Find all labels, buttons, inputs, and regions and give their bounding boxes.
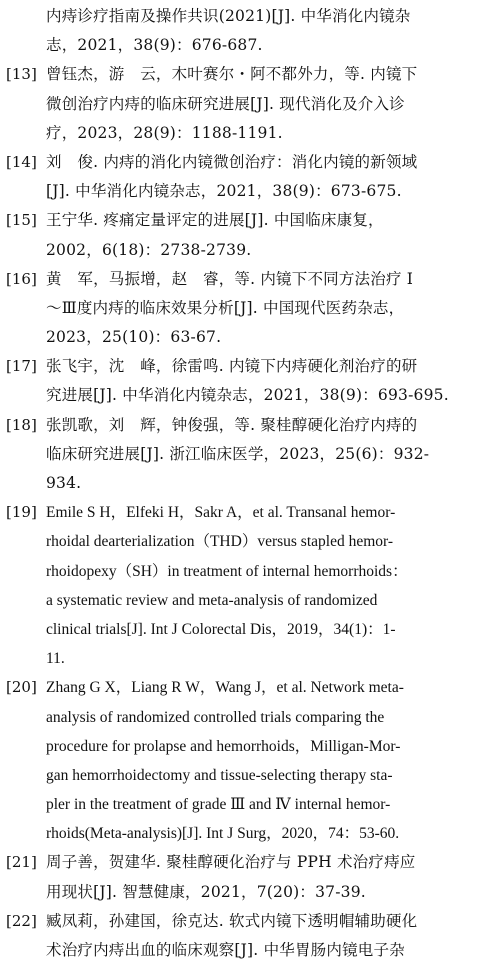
reference-line: [13] 曾钰杰，游 云，木叶赛尔・阿不都外力，等. 内镜下 bbox=[6, 60, 477, 89]
reference-line: ～Ⅲ度内痔的临床效果分析[J]. 中国现代医药杂志， bbox=[46, 298, 405, 317]
reference-number: [16] bbox=[6, 269, 37, 288]
reference-line: gan hemorrhoidectomy and tissue-selecting therapy sta- bbox=[46, 766, 393, 784]
reference-line: 用现状[J]. 智慧健康，2021，7(20)：37-39. bbox=[46, 882, 366, 901]
reference-entry-20 bbox=[6, 673, 477, 848]
reference-line: 究进展[J]. 中华消化内镜杂志，2021，38(9)：693-695. bbox=[46, 386, 449, 405]
reference-line: [14] 刘 俊. 内痔的消化内镜微创治疗：消化内镜的新领域 bbox=[6, 148, 477, 177]
reference-number: [22] bbox=[6, 911, 37, 930]
reference-number: [17] bbox=[6, 357, 37, 376]
reference-number: [21] bbox=[6, 853, 37, 872]
reference-line: clinical trials[J]. Int J Colorectal Dis，2019，34(1)：1- bbox=[46, 620, 396, 638]
reference-line: [22] 臧凤莉，孙建国，徐克达. 软式内镜下透明帽辅助硬化 bbox=[6, 907, 477, 936]
reference-entry-16 bbox=[6, 265, 477, 353]
reference-line: 934. bbox=[46, 474, 82, 492]
reference-entry-21 bbox=[6, 848, 477, 906]
reference-line: 11. bbox=[46, 650, 65, 668]
reference-entry-14 bbox=[6, 148, 477, 206]
reference-line: [18] 张凯歌，刘 辉，钟俊强，等. 聚桂醇硬化治疗内痔的 bbox=[6, 411, 477, 440]
reference-line: [19] Emile S H，Elfeki H，Sakr A，et al. Transanal hemor- bbox=[6, 498, 477, 527]
reference-line: 疗，2023，28(9)：1188-1191. bbox=[46, 123, 283, 142]
reference-line: 2002，6(18)：2738-2739. bbox=[46, 240, 252, 259]
reference-entry-12-continued bbox=[6, 2, 477, 60]
reference-line: [15] 王宁华. 疼痛定量评定的进展[J]. 中国临床康复， bbox=[6, 206, 477, 235]
reference-line: rhoids(Meta-analysis)[J]. Int J Surg，2020，74：53-60. bbox=[46, 825, 400, 843]
reference-line: rhoidal dearterialization（THD）versus stapled hemor- bbox=[46, 533, 394, 551]
reference-number: [14] bbox=[6, 152, 37, 171]
reference-line: pler in the treatment of grade Ⅲ and Ⅳ internal hemor- bbox=[46, 796, 391, 814]
reference-line: [16] 黄 军，马振增，赵 睿，等. 内镜下不同方法治疗 Ⅰ bbox=[6, 265, 477, 294]
reference-number: [19] bbox=[6, 503, 37, 522]
reference-line: [J]. 中华消化内镜杂志，2021，38(9)：673-675. bbox=[46, 182, 402, 201]
reference-line: 微创治疗内痔的临床研究进展[J]. 现代消化及介入诊 bbox=[46, 94, 405, 113]
reference-number: [18] bbox=[6, 415, 37, 434]
reference-entry-18 bbox=[6, 411, 477, 499]
reference-entry-17 bbox=[6, 352, 477, 410]
reference-entry-15 bbox=[6, 206, 477, 264]
reference-line: [17] 张飞宇，沈 峰，徐雷鸣. 内镜下内痔硬化剂治疗的研 bbox=[6, 352, 477, 381]
reference-line: 内痔诊疗指南及操作共识(2021)[J]. 中华消化内镜杂 bbox=[46, 7, 411, 25]
reference-number: [15] bbox=[6, 211, 37, 230]
reference-line: analysis of randomized controlled trials comparing the bbox=[46, 708, 385, 726]
reference-line: rhoidopexy（SH）in treatment of internal hemorrhoids： bbox=[46, 562, 408, 580]
reference-line: 临床研究进展[J]. 浙江临床医学，2023，25(6)：932- bbox=[46, 444, 430, 463]
reference-line: [21] 周子善，贺建华. 聚桂醇硬化治疗与 PPH 术治疗痔应 bbox=[6, 848, 477, 877]
reference-entry-19 bbox=[6, 498, 477, 673]
reference-line: 志，2021，38(9)：676-687. bbox=[46, 36, 263, 55]
reference-line: 术治疗内痔出血的临床观察[J]. 中华胃肠内镜电子杂 bbox=[46, 941, 405, 959]
reference-number: [13] bbox=[6, 65, 37, 84]
reference-line: [20] Zhang G X，Liang R W，Wang J，et al. Network meta- bbox=[6, 673, 477, 702]
reference-line: a systematic review and meta-analysis of randomized bbox=[46, 591, 378, 609]
reference-number: [20] bbox=[6, 678, 37, 697]
reference-line: 2023，25(10)：63-67. bbox=[46, 328, 222, 347]
reference-entry-13 bbox=[6, 60, 477, 148]
reference-entry-22 bbox=[6, 907, 477, 965]
reference-line: procedure for prolapse and hemorrhoids，Milligan-Mor- bbox=[46, 737, 401, 755]
